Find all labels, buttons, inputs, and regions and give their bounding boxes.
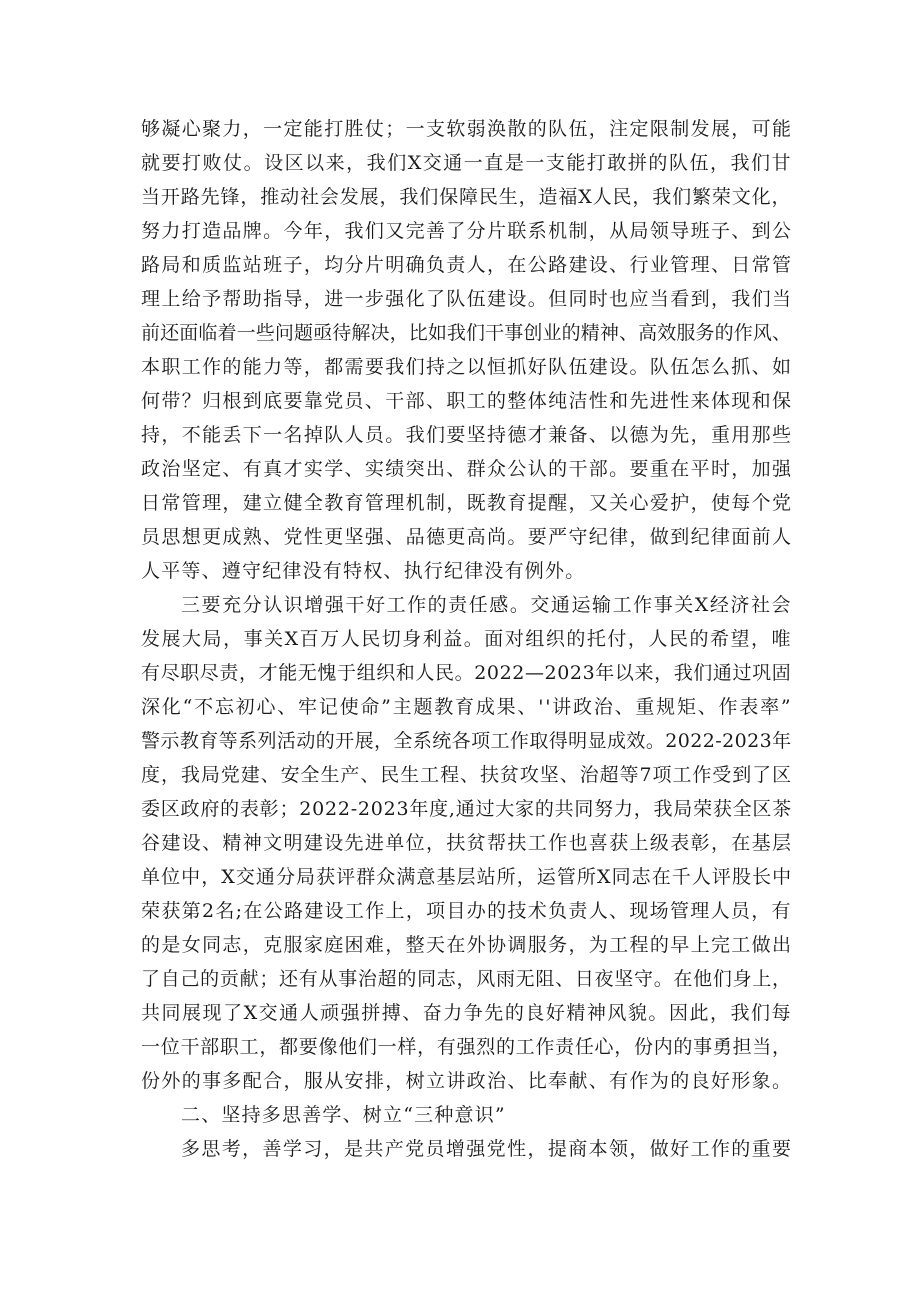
body-line: 深化“不忘初心、牢记使命”主题教育成果、''讲政治、重规矩、作表率”: [141, 696, 793, 718]
body-line: 前还面临着一些问题亟待解决，比如我们干事创业的精神、高效服务的作风、: [141, 322, 792, 344]
body-line: 员思想更成熟、党性更坚强、品德更高尚。要严守纪律，做到纪律面前人: [141, 526, 793, 548]
body-line: 政治坚定、有真才实学、实绩突出、群众公认的干部。要重在平时，加强: [141, 458, 793, 480]
body-line: 发展大局，事关X百万人民切身利益。面对组织的托付，人民的希望，唯: [141, 628, 793, 650]
body-line: 理上给予帮助指导，进一步强化了队伍建设。但同时也应当看到，我们当: [141, 288, 793, 310]
body-line: 份外的事多配合，服从安排，树立讲政治、比奉献、有作为的良好形象。: [141, 1070, 793, 1092]
body-line: 持，不能丢下一名掉队人员。我们要坚持德才兼备、以德为先，重用那些: [141, 424, 793, 446]
body-line: 本职工作的能力等，都需要我们持之以恒抓好队伍建设。队伍怎么抓、如: [141, 356, 793, 378]
body-line: 度，我局党建、安全生产、民生工程、扶贫攻坚、治超等7项工作受到了区: [141, 764, 793, 786]
body-line: 何带？归根到底要靠党员、干部、职工的整体纯洁性和先进性来体现和保: [141, 390, 793, 412]
section-heading: 二、坚持多思善学、树立“三种意识”: [181, 1104, 506, 1126]
body-line: 谷建设、精神文明建设先进单位，扶贫帮扶工作也喜获上级表彰，在基层: [141, 832, 793, 854]
body-line: 就要打败仗。设区以来，我们X交通一直是一支能打敢拼的队伍，我们甘: [141, 152, 793, 174]
body-line: 警示教育等系列活动的开展，全系统各项工作取得明显成效。2022-2023年: [141, 730, 792, 752]
body-line: 了自己的贡献；还有从事治超的同志，风雨无阻、日夜坚守。在他们身上，: [141, 968, 792, 990]
paragraph-first-line: 多思考，善学习，是共产党员增强党性，提商本领，做好工作的重要: [181, 1138, 793, 1160]
body-line: 日常管理，建立健全教育管理机制，既教育提醒，又关心爱护，使每个党: [141, 492, 793, 514]
body-line: 单位中，X交通分局获评群众满意基层站所，运管所X同志在千人评股长中: [141, 866, 793, 888]
body-line: 当开路先锋，推动社会发展，我们保障民生，造福X人民，我们繁荣文化，: [141, 186, 792, 208]
body-line: 委区政府的表彰；2022-2023年度,通过大家的共同努力，我局荣获全区茶: [141, 798, 792, 820]
body-line: 有尽职尽责，才能无愧于组织和人民。2022—2023年以来，我们通过巩固: [141, 662, 792, 684]
paragraph-first-line: 三要充分认识增强干好工作的责任感。交通运输工作事关X经济社会: [181, 594, 793, 616]
body-line: 共同展现了X交通人顽强拼搏、奋力争先的良好精神风貌。因此，我们每: [141, 1002, 793, 1024]
body-line: 路局和质监站班子，均分片明确负责人，在公路建设、行业管理、日常管: [141, 254, 793, 276]
body-line: 人平等、遵守纪律没有特权、执行纪律没有例外。: [141, 560, 586, 582]
body-line: 努力打造品牌。今年，我们又完善了分片联系机制，从局领导班子、到公: [141, 220, 793, 242]
body-line: 一位干部职工，都要像他们一样，有强烈的工作责任心，份内的事勇担当，: [141, 1036, 792, 1058]
body-line: 的是女同志，克服家庭困难，整天在外协调服务，为工程的早上完工做出: [141, 934, 793, 956]
body-line: 荣获第2名;在公路建设工作上，项目办的技术负责人、现场管理人员，有: [141, 900, 792, 922]
body-line: 够凝心聚力，一定能打胜仗；一支软弱涣散的队伍，注定限制发展，可能: [141, 118, 793, 140]
